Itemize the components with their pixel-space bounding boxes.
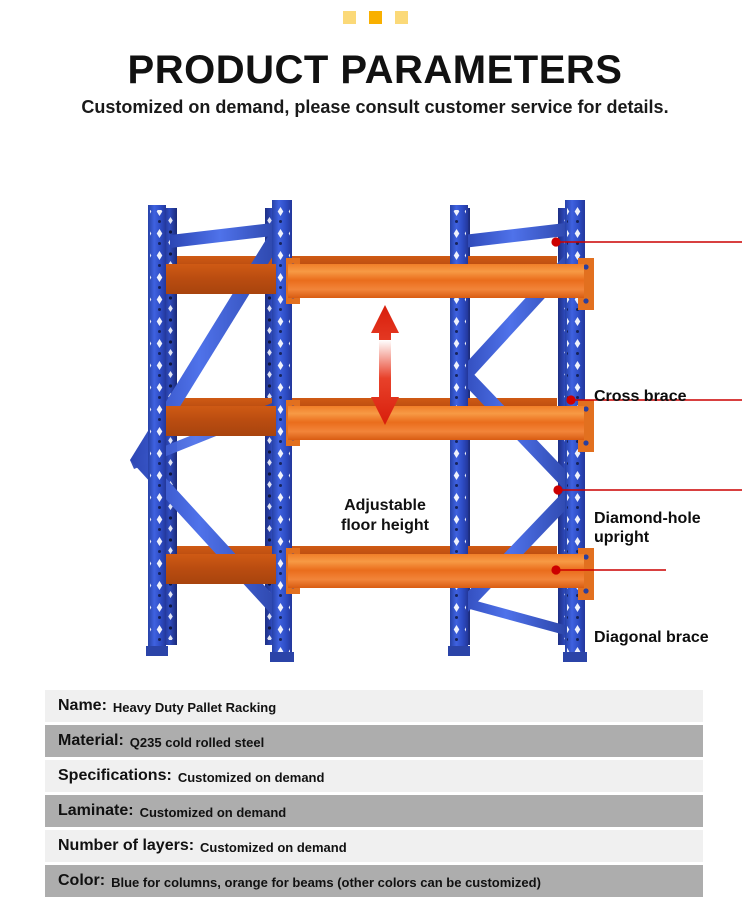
callout-label-cross-brace: Cross brace: [594, 388, 687, 405]
callout-dot-cross-brace: [551, 237, 560, 246]
spec-row-name: [45, 690, 703, 722]
spec-key: Name:: [58, 697, 107, 714]
spec-value: Q235 cold rolled steel: [129, 734, 265, 750]
decorative-dots: [0, 11, 750, 24]
spec-row-laminate: [45, 795, 703, 827]
callout-dot-diagonal-brace: [553, 485, 562, 494]
spec-value: Blue for columns, orange for beams (other colors can be customized): [111, 874, 541, 890]
callout-label-upright-line2: upright: [594, 529, 650, 546]
beam-level-2: [288, 406, 584, 440]
decorative-square-2: [369, 11, 382, 24]
spec-value: Customized on demand: [200, 839, 347, 855]
spec-row-material: [45, 725, 703, 757]
spec-table: [45, 690, 703, 900]
adjustable-height-label: [320, 496, 450, 536]
page-title: PRODUCT PARAMETERS: [127, 48, 623, 92]
spec-key: Laminate:: [58, 802, 134, 819]
callout-label-diagonal-brace: Diagonal brace: [594, 629, 709, 646]
callout-dot-beam: [551, 565, 560, 574]
spec-row-specifications: [45, 760, 703, 792]
beam-level-1: [288, 264, 584, 298]
rack-base: [146, 646, 587, 662]
spec-value: Customized on demand: [177, 769, 325, 785]
spec-row-color: [45, 865, 703, 897]
spec-key: Color:: [58, 872, 106, 889]
callout-label-diamond-hole-upright: [594, 509, 701, 547]
adjustable-height-line2: floor height: [341, 517, 429, 534]
spec-key: Specifications:: [58, 767, 172, 784]
decorative-square-1: [343, 11, 356, 24]
spec-value: Customized on demand: [139, 804, 287, 820]
page-subtitle: Customized on demand, please consult customer service for details.: [81, 97, 669, 117]
callout-dot-upright: [566, 395, 575, 404]
callout-label-upright-line1: Diamond-hole: [594, 510, 701, 527]
spec-key: Number of layers:: [58, 837, 195, 854]
spec-key: Material:: [58, 732, 124, 749]
spec-value: Heavy Duty Pallet Racking: [112, 699, 277, 715]
adjustable-height-line1: Adjustable: [344, 497, 426, 514]
racking-diagram: [0, 160, 750, 670]
decorative-square-3: [395, 11, 408, 24]
spec-row-number-of-layers: [45, 830, 703, 862]
cross-brace-group: [170, 222, 574, 248]
beam-level-3: [288, 554, 584, 588]
